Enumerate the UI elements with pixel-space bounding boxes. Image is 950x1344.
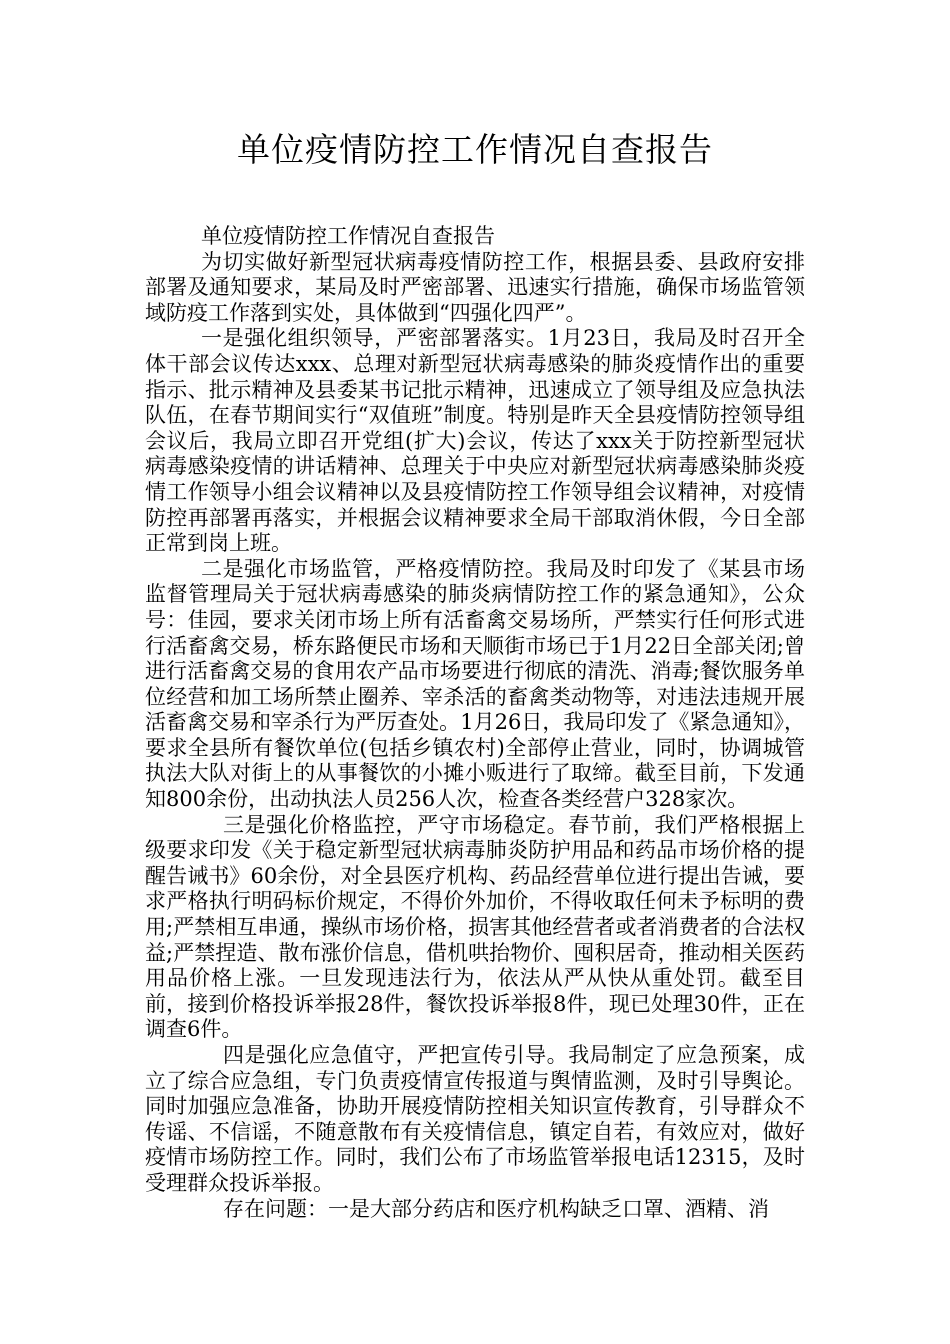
emergency-duty-paragraph: 四是强化应急值守，严把宣传引导。我局制定了应急预案，成立了综合应急组，专门负责疫情宣传报道与舆情监测，及时引导舆论。同时加强应急准备，协助开展疫情防控相关知识宣传教育，引导群众不传谣、不信谣，不随意散布有关疫情信息，镇定自若，有效应对，做好疫情市场防控工作。同时，我们公布了市场监管举报电话12315，及时受理群众投诉举报。 xyxy=(145,1043,805,1195)
problems-paragraph: 存在问题：一是大部分药店和医疗机构缺乏口罩、酒精、消 xyxy=(223,1196,769,1221)
document-title: 单位疫情防控工作情况自查报告 xyxy=(237,130,713,169)
document-body xyxy=(145,224,805,1222)
price-monitoring-paragraph: 三是强化价格监控，严守市场稳定。春节前，我们严格根据上级要求印发《关于稳定新型冠状病毒肺炎防护用品和药品市场价格的提醒告诫书》60余份，对全县医疗机构、药品经营单位进行提出告诫，要求严格执行明码标价规定，不得价外加价，不得收取任何未予标明的费用;严禁相互串通，操纵市场价格，损害其他经营者或者消费者的合法权益;严禁捏造、散布涨价信息，借机哄抬物价、囤积居奇，推动相关医药用品价格上涨。一旦发现违法行为，依法从严从快从重处罚。截至目前，接到价格投诉举报28件，餐饮投诉举报8件，现已处理30件，正在调查6件。 xyxy=(145,812,805,1042)
organization-paragraph: 一是强化组织领导，严密部署落实。1月23日，我局及时召开全体干部会议传达xxx、总理对新型冠状病毒感染的肺炎疫情作出的重要指示、批示精神及县委某书记批示精神，迅速成立了领导组及应急执法队伍，在春节期间实行“双值班”制度。特别是昨天全县疫情防控领导组会议后，我局立即召开党组(扩大)会议，传达了xxx关于防控新型冠状病毒感染疫情的讲话精神、总理关于中央应对新型冠状病毒感染肺炎疫情工作领导小组会议精神以及县疫情防控工作领导组会议精神，对疫情防控再部署再落实，并根据会议精神要求全局干部取消休假，今日全部正常到岗上班。 xyxy=(145,326,805,556)
market-supervision-paragraph: 二是强化市场监管，严格疫情防控。我局及时印发了《某县市场监督管理局关于冠状病毒感染的肺炎病情防控工作的紧急通知》，公众号：佳园，要求关闭市场上所有活畜禽交易场所，严禁实行任何形式进行活畜禽交易，桥东路便民市场和天顺街市场已于1月22日全部关闭;曾进行活畜禽交易的食用农产品市场要进行彻底的清洗、消毒;餐饮服务单位经营和加工场所禁止圈养、宰杀活的畜禽类动物等，对违法违规开展活畜禽交易和宰杀行为严厉查处。1月26日，我局印发了《紧急通知》，要求全县所有餐饮单位(包括乡镇农村)全部停止营业，同时，协调城管执法大队对街上的从事餐饮的小摊小贩进行了取缔。截至目前，下发通知800余份，出动执法人员256人次，检查各类经营户328家次。 xyxy=(145,556,805,812)
intro-paragraph: 为切实做好新型冠状病毒疫情防控工作，根据县委、县政府安排部署及通知要求，某局及时严密部署、迅速实行措施，确保市场监管领域防疫工作落到实处，具体做到“四强化四严”。 xyxy=(145,249,805,325)
subtitle-paragraph: 单位疫情防控工作情况自查报告 xyxy=(201,224,495,248)
